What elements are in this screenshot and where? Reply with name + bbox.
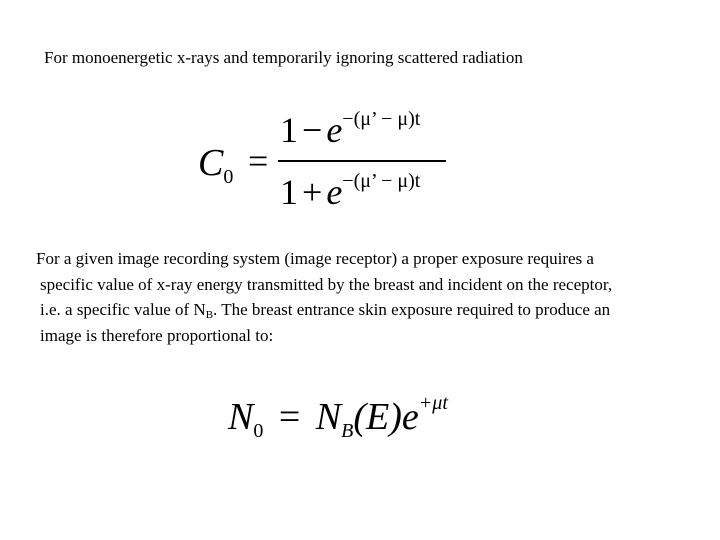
contrast-symbol: $C_0$ [198, 142, 234, 188]
equals-sign: = [278, 396, 301, 438]
body-paragraph [36, 246, 720, 348]
numerator-exponent: −(μ’ − μ)t [342, 108, 421, 130]
energy-argument: (E) [353, 396, 402, 438]
n0-subscript: 0 [253, 420, 264, 442]
exposure-equation [228, 392, 488, 452]
contrast-subscript: 0 [223, 166, 234, 188]
nb-subscript-eq: B [341, 420, 354, 442]
paragraph-line-1: For a given image recording system (image receptor) a proper exposure requires a [36, 249, 594, 268]
paragraph-line-2: specific value of x-ray energy transmitted by the breast and incident on the receptor, [40, 274, 613, 294]
denominator: $1 + e^{-(\mu’ - \mu)t}$ [280, 170, 421, 212]
nb-subscript: B [205, 309, 214, 321]
exp-base: e [401, 396, 419, 438]
paragraph-line-3: i.e. a specific value of $N_B$. The breast entrance skin exposure required to produce an [40, 300, 611, 321]
n0-symbol: N [228, 396, 254, 438]
exp-exponent: +μt [418, 392, 448, 414]
paragraph-line-4: image is therefore proportional to: [40, 325, 274, 345]
equals-sign: = [248, 141, 269, 181]
numerator: $1 - e^{-(\mu’ - \mu)t}$ [280, 108, 421, 150]
intro-text: For monoenergetic x-rays and temporarily ignoring scattered radiation [44, 48, 523, 67]
denominator-exponent: −(μ’ − μ)t [342, 170, 421, 192]
contrast-equation [196, 108, 466, 216]
nb-symbol: N [315, 396, 342, 438]
fraction-bar [278, 160, 446, 162]
